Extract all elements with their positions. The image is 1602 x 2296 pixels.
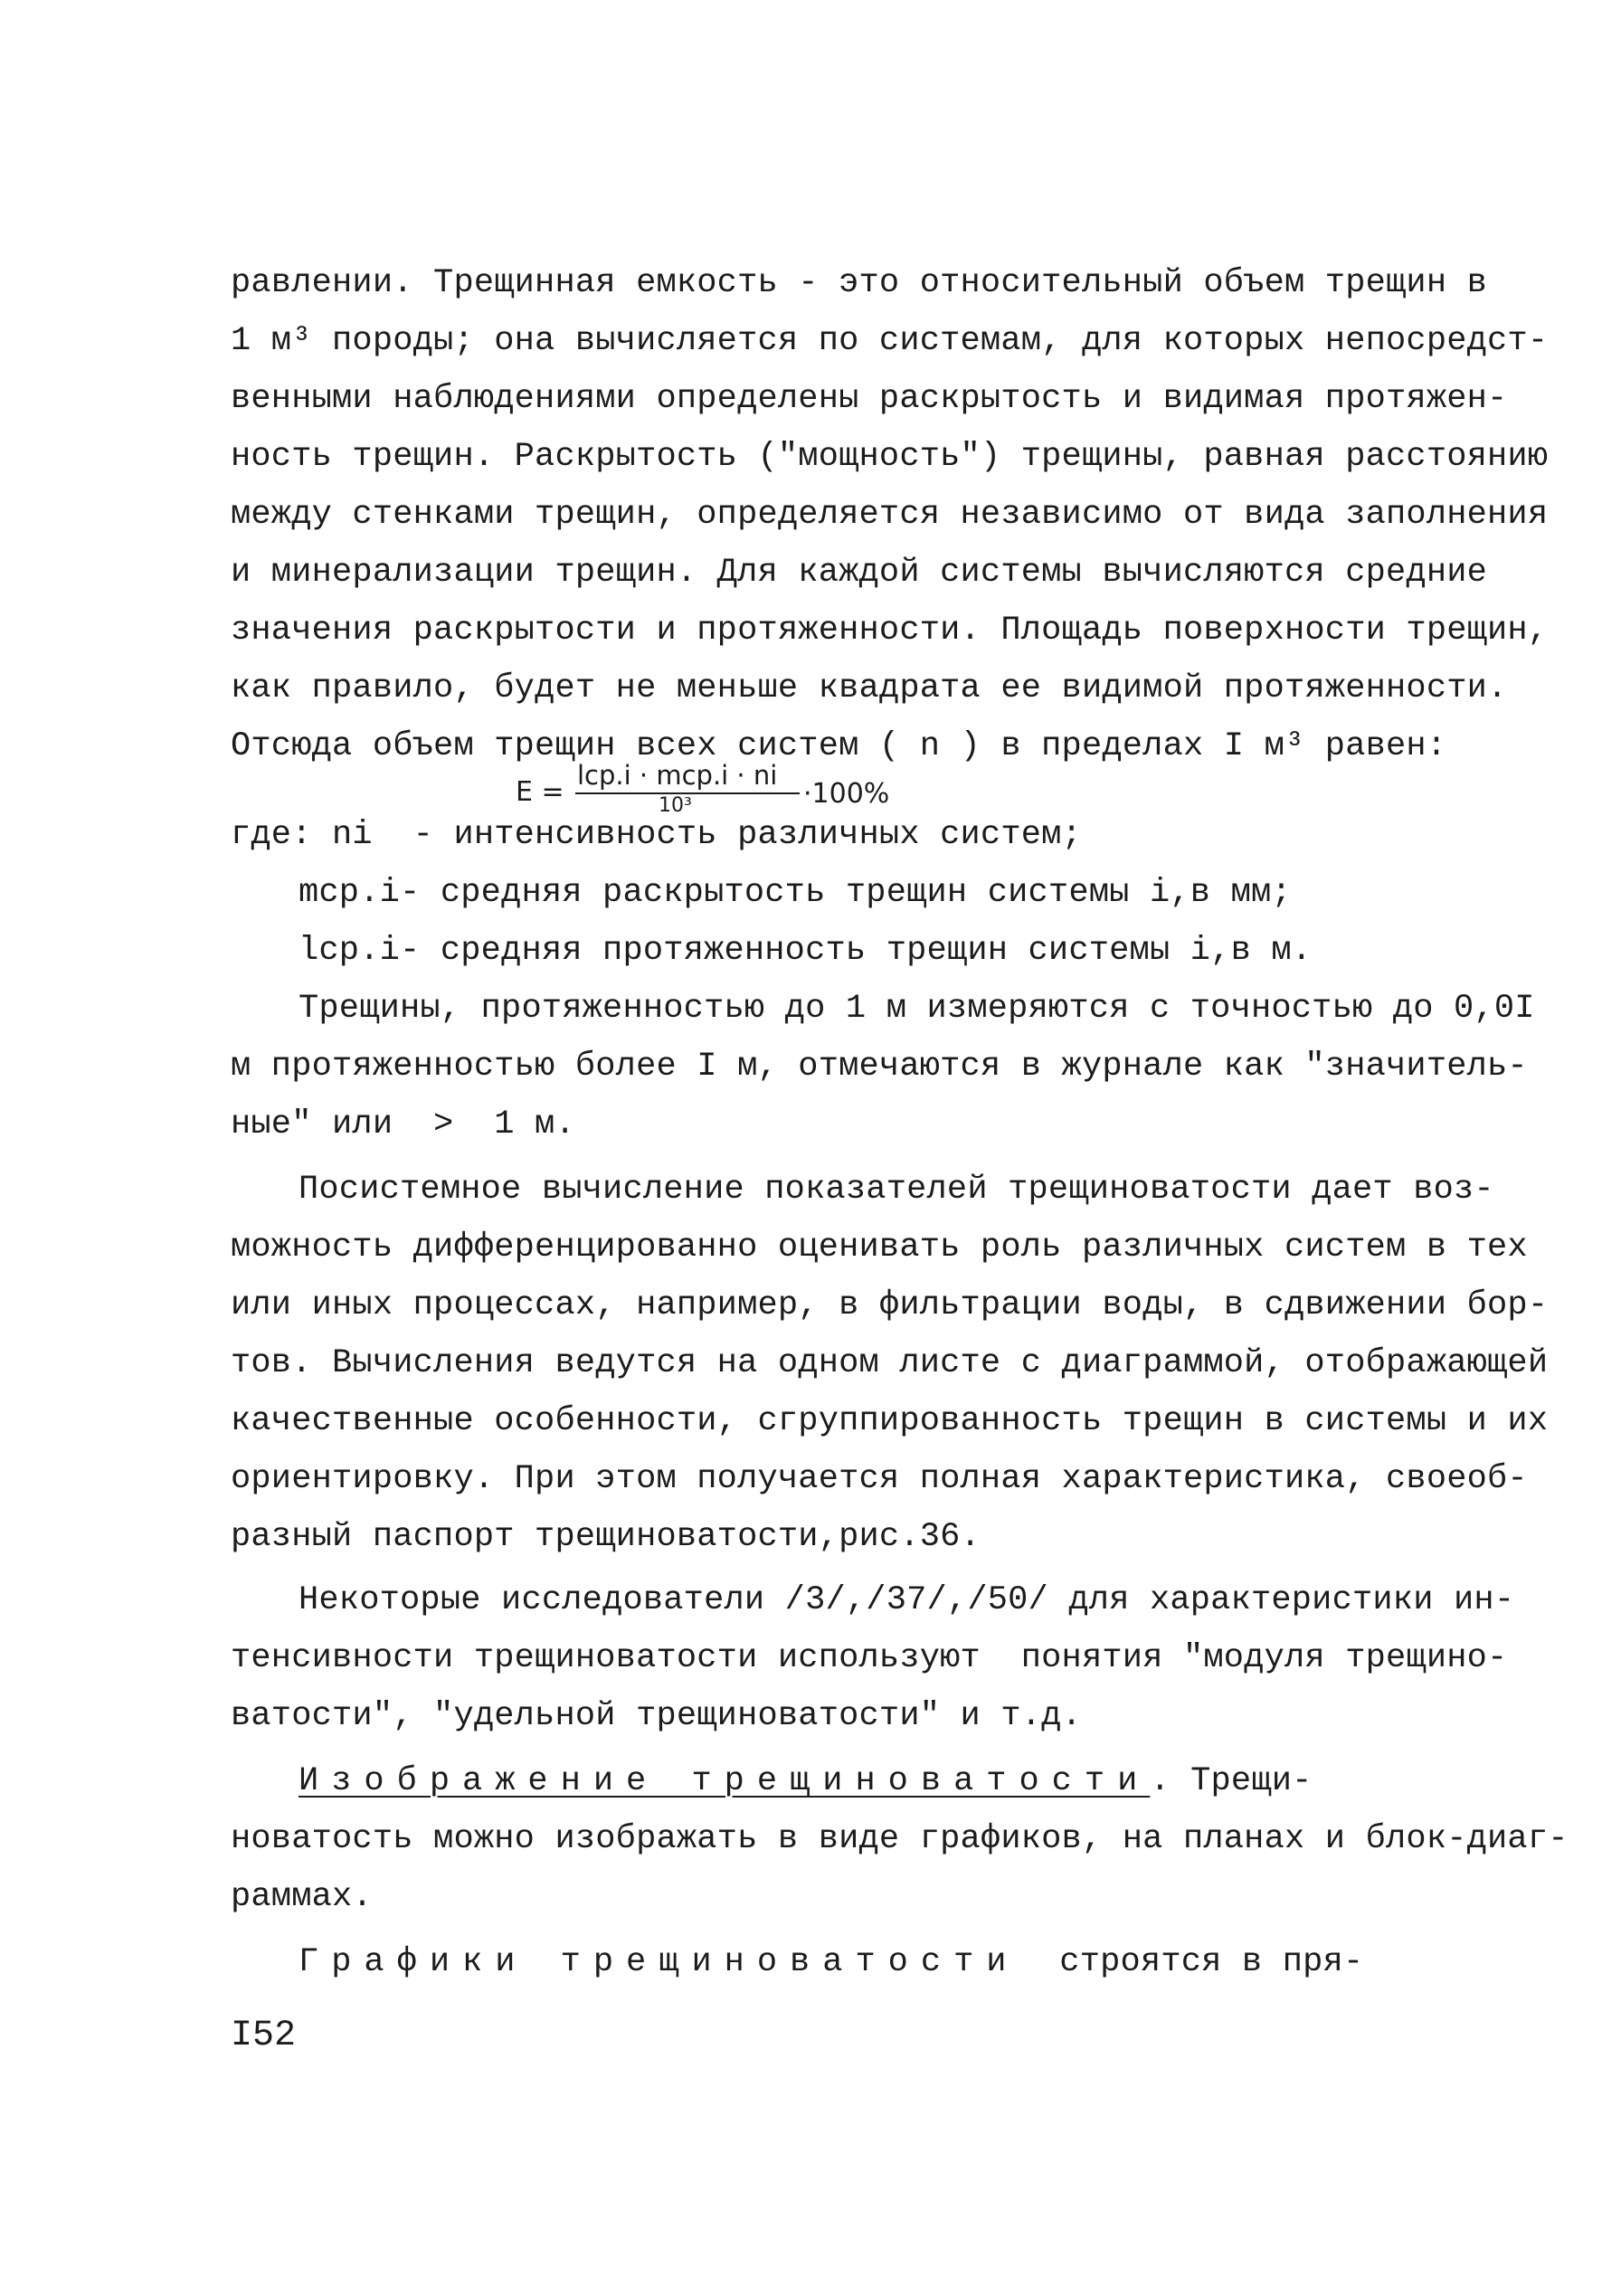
text-line: ность трещин. Раскрытость ("мощность") трещины, равная расстоянию	[231, 438, 1549, 476]
text-line: тов. Вычисления ведутся на одном листе с диаграммой, отображающей	[231, 1344, 1549, 1382]
text-line: тенсивности трещиноватости используют понятия "модуля трещино-	[231, 1639, 1508, 1677]
subsection-text: строятся в пря-	[1059, 1943, 1364, 1981]
text-line: можность дифференцированно оценивать роль различных систем в тех	[231, 1229, 1528, 1267]
text-line: Некоторые исследователи /3/,/37/,/50/ для характеристики ин-	[299, 1581, 1515, 1619]
definition-line: где: ni - интенсивность различных систем;	[231, 816, 1082, 854]
subsection-heading: Графики трещиноватости	[299, 1943, 1019, 1981]
definition-line: mср.i- средняя раскрытость трещин системы i,в мм;	[299, 874, 1292, 912]
formula-numerator: lср.i · mср.i · ni	[577, 760, 778, 791]
text-line: ные" или > 1 м.	[231, 1105, 575, 1143]
text-line: новатость можно изображать в виде графиков, на планах и блок-диаг-	[231, 1820, 1569, 1858]
section-heading-line	[299, 1759, 1474, 1804]
formula-lhs: E =	[516, 776, 564, 808]
text-line: равлении. Трещинная емкость - это относительный объем трещин в	[231, 264, 1488, 302]
text-line: значения раскрытости и протяженности. Площадь поверхности трещин,	[231, 612, 1549, 650]
formula-tail: ·100%	[803, 778, 890, 810]
text-line: между стенками трещин, определяется независимо от вида заполнения	[231, 496, 1549, 534]
text-line: разный паспорт трещиноватости,рис.36.	[231, 1518, 981, 1556]
section-heading: Изображение трещиноватости	[299, 1762, 1151, 1800]
section-heading-tail: . Трещи-	[1150, 1762, 1313, 1800]
text-line: Отсюда объем трещин всех систем ( n ) в пределах I м³ равен:	[231, 727, 1447, 765]
text-line: качественные особенности, сгруппированность трещин в системы и их	[231, 1402, 1549, 1440]
text-line: ориентировку. При этом получается полная характеристика, своеоб-	[231, 1460, 1528, 1498]
text-line: венными наблюдениями определены раскрытость и видимая протяжен-	[231, 380, 1508, 418]
text-line: и минерализации трещин. Для каждой системы вычисляются средние	[231, 554, 1488, 592]
definition-line: lср.i- средняя протяженность трещин системы i,в м.	[299, 932, 1313, 970]
text-line: Посистемное вычисление показателей трещиноватости дает воз-	[299, 1171, 1494, 1209]
formula-denominator: 10³	[659, 794, 692, 817]
text-line: или иных процессах, например, в фильтрации воды, в сдвижении бор-	[231, 1286, 1549, 1324]
text-line: раммах.	[231, 1878, 373, 1916]
text-line: как правило, будет не меньше квадрата ее видимой протяженности.	[231, 669, 1508, 707]
text-line: ватости", "удельной трещиноватости" и т.д.	[231, 1697, 1082, 1735]
text-line: 1 м³ породы; она вычисляется по системам, для которых непосредст-	[231, 322, 1549, 360]
page-number: I52	[231, 2016, 297, 2056]
text-line: м протяженностью более I м, отмечаются в журнале как "значитель-	[231, 1048, 1528, 1086]
text-line: Трещины, протяженностью до 1 м измеряются с точностью до 0,0I	[299, 990, 1535, 1028]
subsection-heading-line	[299, 1940, 1474, 1985]
